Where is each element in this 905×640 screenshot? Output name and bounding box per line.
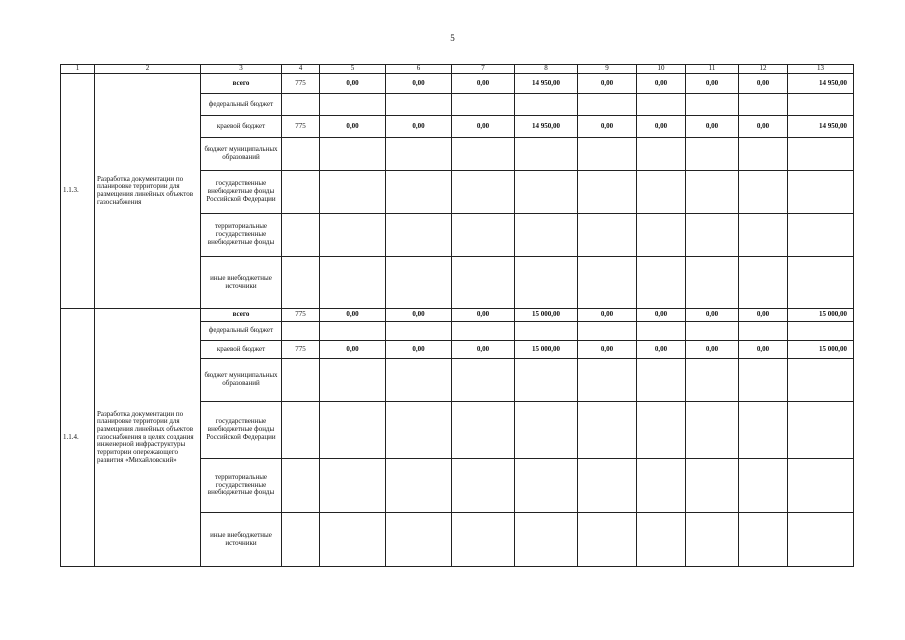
value-cell: 0,00: [320, 74, 386, 94]
funding-source: федеральный бюджет: [201, 322, 282, 341]
value-cell: [515, 402, 578, 459]
value-cell: [578, 171, 637, 214]
value-cell: [515, 94, 578, 116]
value-cell: [452, 359, 515, 402]
value-cell: [739, 322, 788, 341]
value-cell: [578, 322, 637, 341]
value-cell: [386, 459, 452, 513]
funding-source: государственные внебюджетные фонды Российской Федерации: [201, 171, 282, 214]
value-cell: 775: [282, 341, 320, 359]
value-cell: 0,00: [637, 341, 686, 359]
value-cell: 15 000,00: [788, 341, 854, 359]
value-cell: [739, 94, 788, 116]
value-cell: [320, 322, 386, 341]
column-header: 12: [739, 65, 788, 74]
value-cell: [788, 459, 854, 513]
value-cell: 0,00: [686, 341, 739, 359]
value-cell: [578, 402, 637, 459]
value-cell: [282, 359, 320, 402]
value-cell: [637, 513, 686, 567]
value-cell: 0,00: [686, 309, 739, 322]
value-cell: 0,00: [578, 74, 637, 94]
value-cell: [320, 138, 386, 171]
value-cell: [578, 214, 637, 257]
value-cell: 0,00: [320, 341, 386, 359]
value-cell: [686, 257, 739, 309]
value-cell: 0,00: [637, 74, 686, 94]
value-cell: 0,00: [452, 116, 515, 138]
value-cell: [578, 513, 637, 567]
value-cell: [515, 322, 578, 341]
value-cell: [282, 513, 320, 567]
value-cell: [282, 459, 320, 513]
column-header: 13: [788, 65, 854, 74]
value-cell: 0,00: [739, 116, 788, 138]
value-cell: [578, 257, 637, 309]
value-cell: [515, 214, 578, 257]
value-cell: [386, 322, 452, 341]
value-cell: [320, 459, 386, 513]
section-code: 1.1.3.: [61, 74, 95, 309]
page-number: 5: [450, 33, 455, 43]
value-cell: 775: [282, 309, 320, 322]
value-cell: [452, 171, 515, 214]
value-cell: [739, 257, 788, 309]
value-cell: [515, 359, 578, 402]
funding-source: бюджет муниципальных образований: [201, 138, 282, 171]
value-cell: [320, 214, 386, 257]
value-cell: 0,00: [739, 309, 788, 322]
funding-source: всего: [201, 74, 282, 94]
value-cell: 0,00: [637, 309, 686, 322]
value-cell: 0,00: [452, 74, 515, 94]
value-cell: [386, 257, 452, 309]
column-header: 4: [282, 65, 320, 74]
section-name: Разработка документации по планировке территории для размещения линейных объектов газоснабжения: [95, 74, 201, 309]
funding-source: территориальные государственные внебюджетные фонды: [201, 214, 282, 257]
value-cell: [320, 257, 386, 309]
value-cell: [788, 138, 854, 171]
column-header: 3: [201, 65, 282, 74]
value-cell: 14 950,00: [788, 74, 854, 94]
funding-source: бюджет муниципальных образований: [201, 359, 282, 402]
value-cell: [515, 459, 578, 513]
value-cell: [637, 322, 686, 341]
value-cell: [788, 171, 854, 214]
value-cell: [578, 138, 637, 171]
value-cell: [686, 138, 739, 171]
value-cell: 0,00: [386, 74, 452, 94]
value-cell: [386, 94, 452, 116]
value-cell: [282, 402, 320, 459]
value-cell: [320, 359, 386, 402]
value-cell: [686, 214, 739, 257]
value-cell: 14 950,00: [788, 116, 854, 138]
value-cell: 15 000,00: [788, 309, 854, 322]
value-cell: 0,00: [320, 309, 386, 322]
value-cell: [788, 257, 854, 309]
value-cell: 14 950,00: [515, 74, 578, 94]
value-cell: [637, 138, 686, 171]
value-cell: [637, 257, 686, 309]
value-cell: 0,00: [320, 116, 386, 138]
value-cell: [282, 94, 320, 116]
value-cell: 0,00: [578, 116, 637, 138]
value-cell: [637, 94, 686, 116]
value-cell: [739, 359, 788, 402]
column-number-row: [61, 65, 854, 74]
value-cell: [282, 214, 320, 257]
value-cell: [320, 402, 386, 459]
value-cell: [686, 94, 739, 116]
value-cell: [788, 94, 854, 116]
value-cell: [637, 171, 686, 214]
value-cell: 775: [282, 116, 320, 138]
value-cell: 0,00: [386, 341, 452, 359]
column-header: 5: [320, 65, 386, 74]
section-name: Разработка документации по планировке территории для размещения линейных объектов газоснабжения в целях создания инженерной инфраструктуры территории опережающего развития «Михайловский»: [95, 309, 201, 567]
value-cell: [452, 257, 515, 309]
funding-source: всего: [201, 309, 282, 322]
funding-source: федеральный бюджет: [201, 94, 282, 116]
value-cell: 0,00: [739, 341, 788, 359]
value-cell: [788, 214, 854, 257]
value-cell: [515, 171, 578, 214]
column-header: 11: [686, 65, 739, 74]
value-cell: 0,00: [578, 341, 637, 359]
value-cell: [320, 513, 386, 567]
funding-source: краевой бюджет: [201, 116, 282, 138]
value-cell: [739, 214, 788, 257]
value-cell: [452, 138, 515, 171]
value-cell: 15 000,00: [515, 309, 578, 322]
value-cell: [637, 214, 686, 257]
budget-table: [60, 64, 854, 567]
value-cell: [686, 359, 739, 402]
value-cell: [452, 322, 515, 341]
value-cell: [452, 459, 515, 513]
value-cell: 0,00: [578, 309, 637, 322]
value-cell: [686, 402, 739, 459]
funding-source: краевой бюджет: [201, 341, 282, 359]
column-header: 6: [386, 65, 452, 74]
value-cell: 15 000,00: [515, 341, 578, 359]
column-header: 7: [452, 65, 515, 74]
value-cell: [739, 138, 788, 171]
value-cell: [739, 402, 788, 459]
column-header: 2: [95, 65, 201, 74]
value-cell: [578, 459, 637, 513]
value-cell: [320, 94, 386, 116]
value-cell: [788, 359, 854, 402]
value-cell: [282, 322, 320, 341]
value-cell: 0,00: [637, 116, 686, 138]
value-cell: [320, 171, 386, 214]
value-cell: [386, 171, 452, 214]
value-cell: [386, 402, 452, 459]
value-cell: 0,00: [386, 309, 452, 322]
value-cell: [386, 138, 452, 171]
value-cell: [788, 322, 854, 341]
value-cell: [637, 402, 686, 459]
value-cell: 0,00: [386, 116, 452, 138]
value-cell: 0,00: [452, 309, 515, 322]
table-row: [61, 74, 854, 94]
funding-source: государственные внебюджетные фонды Российской Федерации: [201, 402, 282, 459]
value-cell: [282, 171, 320, 214]
value-cell: [637, 359, 686, 402]
value-cell: [788, 513, 854, 567]
value-cell: [452, 402, 515, 459]
value-cell: [282, 138, 320, 171]
value-cell: [739, 459, 788, 513]
value-cell: [686, 322, 739, 341]
funding-source: иные внебюджетные источники: [201, 513, 282, 567]
value-cell: [686, 171, 739, 214]
value-cell: [739, 171, 788, 214]
value-cell: [386, 214, 452, 257]
value-cell: [515, 513, 578, 567]
value-cell: [686, 513, 739, 567]
value-cell: [452, 513, 515, 567]
column-header: 9: [578, 65, 637, 74]
value-cell: 775: [282, 74, 320, 94]
table-row: [61, 309, 854, 322]
value-cell: [452, 94, 515, 116]
column-header: 8: [515, 65, 578, 74]
value-cell: [686, 459, 739, 513]
value-cell: 0,00: [739, 74, 788, 94]
column-header: 10: [637, 65, 686, 74]
value-cell: [452, 214, 515, 257]
value-cell: [739, 513, 788, 567]
value-cell: 14 950,00: [515, 116, 578, 138]
funding-source: иные внебюджетные источники: [201, 257, 282, 309]
value-cell: [788, 402, 854, 459]
value-cell: [282, 257, 320, 309]
funding-source: территориальные государственные внебюджетные фонды: [201, 459, 282, 513]
value-cell: [578, 359, 637, 402]
section-code: 1.1.4.: [61, 309, 95, 567]
value-cell: 0,00: [452, 341, 515, 359]
value-cell: [386, 513, 452, 567]
column-header: 1: [61, 65, 95, 74]
value-cell: [386, 359, 452, 402]
value-cell: [515, 138, 578, 171]
value-cell: [637, 459, 686, 513]
value-cell: 0,00: [686, 74, 739, 94]
value-cell: [515, 257, 578, 309]
value-cell: [578, 94, 637, 116]
value-cell: 0,00: [686, 116, 739, 138]
